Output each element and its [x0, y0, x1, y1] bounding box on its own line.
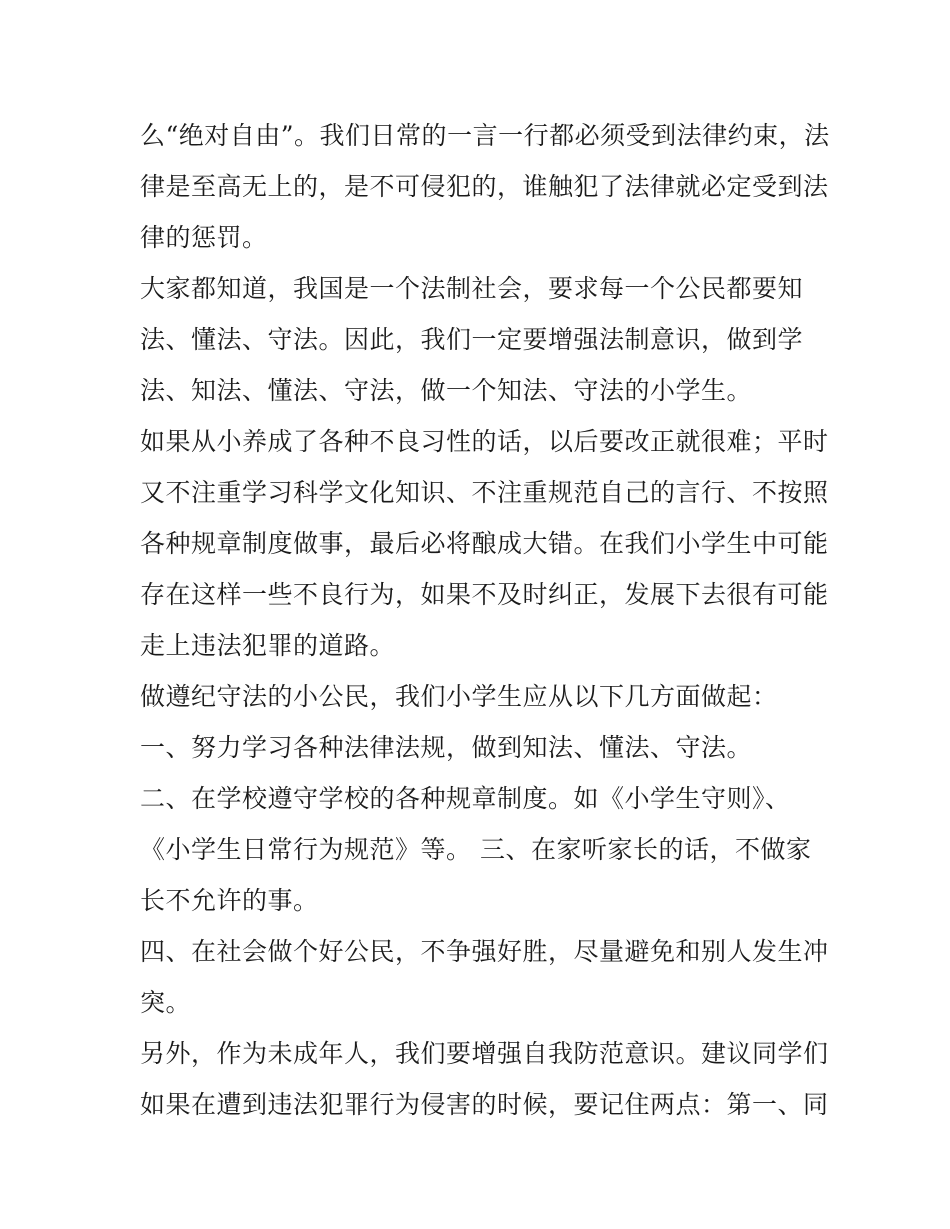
- text-line: 大家都知道，我国是一个法制社会，要求每一个公民都要知: [140, 274, 804, 303]
- text-line: 律是至高无上的，是不可侵犯的，谁触犯了法律就必定受到法: [140, 172, 829, 201]
- text-line: 法、知法、懂法、守法，做一个知法、守法的小学生。: [140, 376, 753, 405]
- text-line: 律的惩罚。: [140, 223, 268, 252]
- text-line: 么“绝对自由”。我们日常的一言一行都必须受到法律约束，法: [140, 121, 830, 150]
- text-line: 如果从小养成了各种不良习性的话，以后要改正就很难；平时: [140, 427, 829, 456]
- text-line: 做遵纪守法的小公民，我们小学生应从以下几方面做起：: [140, 682, 778, 711]
- text-line: 《小学生日常行为规范》等。 三、在家听家长的话，不做家: [140, 835, 812, 864]
- document-body: [140, 110, 830, 1130]
- text-line: 二、在学校遵守学校的各种规章制度。如《小学生守则》、: [140, 784, 791, 813]
- text-line: 走上违法犯罪的道路。: [140, 631, 396, 660]
- text-line: 四、在社会做个好公民，不争强好胜，尽量避免和别人发生冲: [140, 937, 829, 966]
- text-line: 各种规章制度做事，最后必将酿成大错。在我们小学生中可能: [140, 529, 829, 558]
- text-line: 如果在遭到违法犯罪行为侵害的时候，要记住两点：第一、同: [140, 1090, 829, 1119]
- text-line: 存在这样一些不良行为，如果不及时纠正，发展下去很有可能: [140, 580, 829, 609]
- text-line: 长不允许的事。: [140, 886, 319, 915]
- text-line: 一、努力学习各种法律法规，做到知法、懂法、守法。: [140, 733, 753, 762]
- text-line: 另外，作为未成年人，我们要增强自我防范意识。建议同学们: [140, 1039, 829, 1068]
- text-line: 突。: [140, 988, 192, 1017]
- text-line: 又不注重学习科学文化知识、不注重规范自己的言行、不按照: [140, 478, 829, 507]
- text-line: 法、懂法、守法。因此，我们一定要增强法制意识，做到学: [140, 325, 804, 354]
